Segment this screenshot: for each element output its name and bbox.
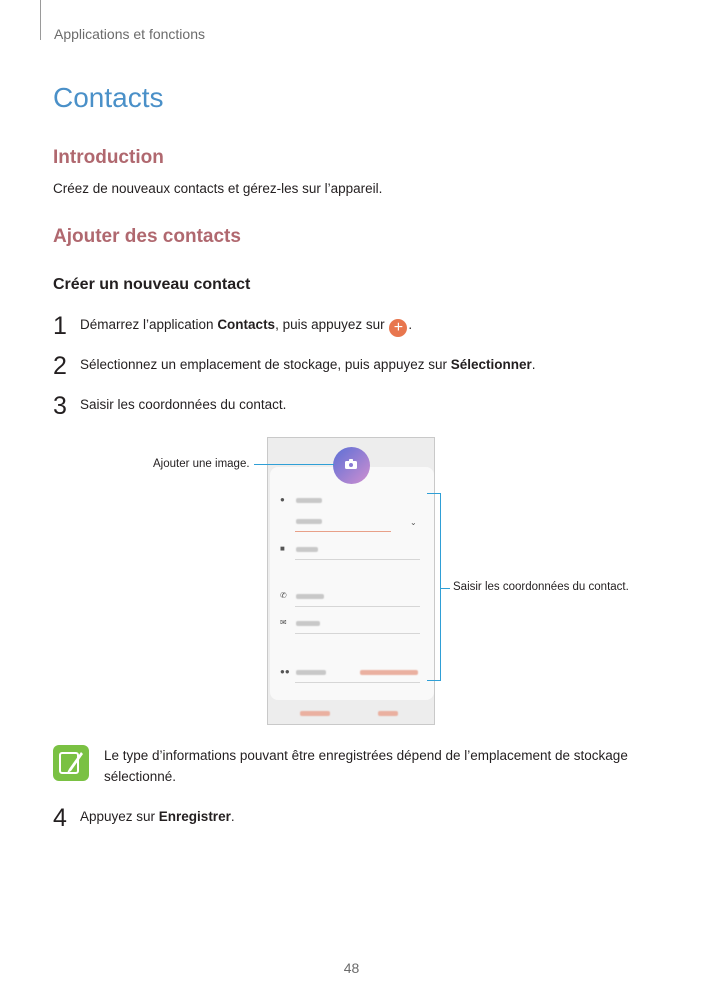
intro-heading: Introduction (53, 147, 164, 168)
step-number: 4 (53, 804, 67, 832)
group-field-underline (295, 682, 420, 683)
step-text: Sélectionnez un emplacement de stockage, puis appuyez sur Sélectionner. (80, 357, 536, 372)
name-field-label (296, 498, 322, 503)
step-number: 1 (53, 312, 67, 340)
contact-form-card (270, 467, 434, 700)
step-text: Démarrez l’application Contacts, puis appuyez sur + . (80, 317, 413, 336)
phone-field (296, 594, 324, 599)
chevron-down-icon: ⌄ (410, 518, 417, 527)
page-number: 48 (343, 960, 360, 976)
company-icon: ■ (280, 544, 285, 553)
callout-details: Saisir les coordonnées du contact. (453, 581, 629, 593)
step-number: 2 (53, 352, 67, 380)
phone-icon: ✆ (280, 591, 287, 600)
company-field (296, 547, 318, 552)
person-icon: ● (280, 495, 285, 504)
page-title: Contacts (53, 82, 164, 113)
email-icon: ✉ (280, 618, 287, 627)
add-contacts-heading: Ajouter des contacts (53, 226, 241, 247)
email-field-underline (295, 633, 420, 634)
callout-line-details (440, 588, 450, 589)
group-icon: ●● (280, 667, 290, 676)
intro-text: Créez de nouveaux contacts et gérez-les sur l’appareil. (53, 181, 383, 196)
add-icon: + (389, 319, 407, 337)
step-text: Saisir les coordonnées du contact. (80, 397, 287, 412)
more-fields-link (360, 670, 418, 675)
name-field-value (296, 519, 322, 524)
bracket-vertical (440, 493, 441, 681)
name-field-underline (295, 531, 391, 532)
section-header: Applications et fonctions (54, 26, 205, 42)
callout-line-image (254, 464, 334, 465)
group-field (296, 670, 326, 675)
create-contact-heading: Créer un nouveau contact (53, 276, 251, 293)
bracket-top (427, 493, 440, 494)
step-number: 3 (53, 392, 67, 420)
camera-icon (345, 459, 357, 469)
cancel-button (300, 711, 330, 716)
company-field-underline (295, 559, 420, 560)
pen-note-icon (53, 745, 89, 781)
add-image-avatar (333, 447, 370, 484)
callout-add-image: Ajouter une image. (153, 458, 250, 470)
phone-field-underline (295, 606, 420, 607)
save-button (378, 711, 398, 716)
note-icon (53, 745, 89, 781)
note-text: Le type d’informations pouvant être enregistrées dépend de l’emplacement de stockage sélectionné. (104, 748, 628, 784)
header-rule (40, 0, 41, 40)
email-field (296, 621, 320, 626)
bracket-bottom (427, 680, 440, 681)
step-text: Appuyez sur Enregistrer. (80, 809, 235, 824)
